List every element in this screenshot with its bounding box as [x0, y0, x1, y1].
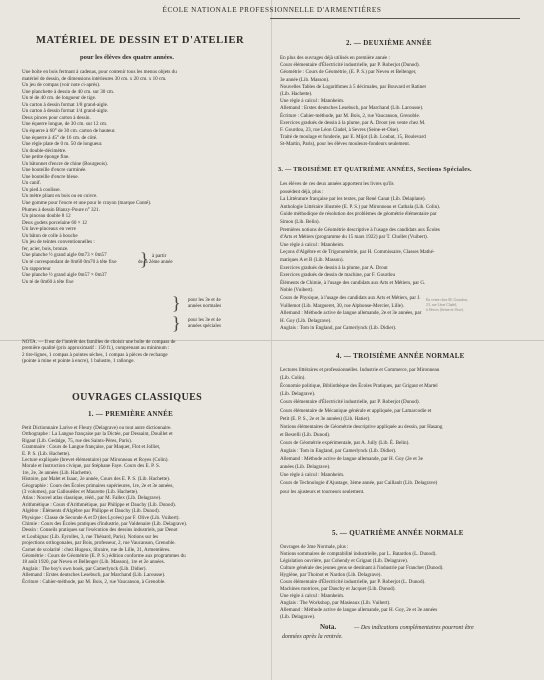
book-item: et Besrelli (Lib. Dunod). — [280, 431, 331, 438]
material-item: Un double-décimètre. — [22, 147, 67, 154]
book-item: Les élèves de ces deux années apportent les livres qu'ils — [280, 181, 394, 187]
brace-2-line-1: pour les 3e et 4e — [188, 298, 221, 303]
book-item: Cours élémentaire d'Électricité industrielle, par P. Roberjot (Dunod). — [280, 62, 420, 69]
books-title: OUVRAGES CLASSIQUES — [72, 392, 203, 403]
book-item: Une règle à calcul : Mannheim. — [280, 472, 345, 479]
book-item: Premières notions de Géométrie descriptive à l'usage des candidats aux Écoles — [280, 226, 440, 233]
book-item: Petit (E. P. S., 2e et 3e années) (Lib. Hatier). — [280, 415, 371, 422]
book-item: H. Goy (Lib. Delagrave). — [280, 317, 332, 324]
book-item: projections orthogonales, par Bois, professeur, 2, rue Vaucanson, Grenoble. — [22, 540, 176, 547]
stamp-line-3: à Sèvres (Seine-et-Oise). — [426, 308, 464, 312]
note-line: première qualité (prix approximatif : 150 fr.), comprenant au minimum : — [22, 345, 170, 352]
book-item: Orthographe : La Langue française par la Dictée, par Dessaint, Douillet et — [22, 431, 173, 438]
book-item: Exercices gradués de dessin à la plume, par A. Droot (en vente chez M. — [280, 119, 426, 126]
material-item: Une équerre à 45° de 16 cm. de côté. — [22, 134, 98, 141]
material-item: Une planche ½ grand aigle 0m73 × 0m57 — [22, 252, 107, 259]
material-title: MATÉRIEL DE DESSIN ET D'ATELIER — [36, 35, 245, 46]
book-item: Carnet de scolarité : chez Hugeux, libraire, rue de Lille, 31, Armentières. — [22, 546, 171, 553]
material-item: Un lave-pinceaux en verre — [22, 226, 76, 233]
book-item: Traité de moulage et fonderie, par E. Mijot (Lib. Loubat, 15, Boulevard — [280, 134, 426, 141]
material-item: Un bâtonnet d'encre de chine (Bourgeois). — [22, 160, 108, 167]
material-item: Un canif. — [22, 180, 41, 187]
book-item: Machines motrices, par Dauchy et Jacquet (Lib. Dunod). — [280, 586, 396, 592]
material-item: Un pied à coulisse. — [22, 186, 61, 193]
book-item: Histoire, par Malet et Isaac, 2e année, Cours des E. P. S. (Lib. Hachette). — [22, 476, 171, 483]
material-item: Un carton à dessin format 1/8 grand-aigle. — [22, 101, 109, 108]
brace-3-line-2: années spéciales — [188, 324, 221, 329]
brace-1-line-1: à partir — [152, 254, 167, 259]
book-item: Notions sommaires de comptabilité industrielle, par L. Batardon (L. Dunod). — [280, 551, 437, 557]
material-item: Une règle plate de 0 m. 50 de longueur. — [22, 141, 103, 148]
book-item: Dessin : Conseils pratiques sur l'exécution des dessins industriels, par Denot — [22, 527, 178, 534]
book-item: Arithmétique : Cours d'Arithmétique, par Philippe et Dauchy (Lib. Dunod). — [22, 501, 176, 508]
book-item: 1re, 2e, 3e années (Lib. Hachette). — [22, 469, 93, 476]
book-item: Hygiène, par Thoinot et Nardon (Lib. Delagrave). — [280, 572, 382, 578]
fold-line-vertical — [271, 0, 272, 680]
book-item: Cours de Géométrie expérimentale, par A. Jully (Lib. É. Belin). — [280, 439, 410, 446]
book-item: Exercices gradués de dessin à la plume, par A. Drout — [280, 264, 388, 271]
material-item: Une bouteille d'encre carminée. — [22, 167, 87, 174]
material-item: Un pinceau double 8 12 — [22, 213, 71, 220]
book-item: possèdent déjà, plus : — [280, 188, 324, 195]
book-item: Écriture : Cahier-méthode, par M. Bois, 2, rue Vaucanson, à Grenoble. — [22, 578, 166, 585]
material-item: Une planche ½ grand aigle 0m57 × 0m37 — [22, 272, 107, 279]
book-item: Noble (Vuibert). — [280, 287, 314, 294]
book-item: (Lib. Hachette). — [280, 91, 313, 97]
material-item: matériel de dessin, de dimensions intérieures 30 cm. x 20 cm. x 10 cm. — [22, 75, 167, 82]
book-item: Allemand : Erstes deutsches Lesebuch, par Marchand (Lib. Larousse). — [22, 572, 166, 579]
book-item: Morale et Instruction civique, par Stéphane Faye. Cours des E. P. S. — [22, 463, 161, 470]
material-item: Deux godets porcelaine 60 × 12 — [22, 219, 87, 226]
material-item: Un té de 40 cm. de longueur de tige. — [22, 95, 97, 102]
book-item: Cours de Technologie d'Ajustage, 3ème année, par Caillault (Lib. Delagrave) — [280, 480, 438, 487]
book-item: (3 volumes), par Gallouédec et Maurette (Lib. Hachette). — [22, 489, 139, 495]
book-item: Allemand : Méthode active de langue allemande, par H. Goy, 2e et 3e années — [280, 607, 438, 613]
book-item: Petit Dictionnaire Larive et Fleury (Delagrave) ou tout autre dictionnaire. — [22, 425, 172, 431]
book-item: Allemand : Méthode active de langue allemande, par H. Goy (2e et 3e — [280, 456, 423, 463]
book-item: Guide méthodique de résolution des problèmes de géométrie élémentaire par — [280, 211, 437, 218]
material-item: Un jeu de teintes conventionnelles : — [22, 239, 95, 246]
material-item: fer, acier, bois, bronze. — [22, 245, 69, 252]
note-line: (pointe à mine et pointe à encre), 1 balustre, 1 rallonge. — [22, 357, 135, 364]
book-item: Anglais : The boy's own book, par Camerlynck (Lib. Didier). — [22, 565, 147, 572]
book-item: Une règle à calcul : Mannheim. — [280, 98, 345, 105]
book-item: Géométrie : Cours de Géométrie (E. P. S.) édition conforme aux programmes du — [22, 553, 186, 559]
material-item: Un té correspondant de 0m60 0m70 à tête fixe — [22, 258, 117, 265]
book-item: Cours élémentaire d'Électricité industrielle, par P. Roberjot (Dunod). — [280, 399, 420, 406]
book-item: Cours de Physique, à l'usage des candidats aux Arts et Métiers, par J. — [280, 295, 421, 301]
note-line: 2 tire-lignes, 1 compas à pointes sèches, 1 compas à pièces de rechange — [22, 351, 168, 358]
book-item: Allemand : Méthode active de langue allemande, 2e et 3e années, par — [280, 310, 422, 317]
book-item: (Lib. Colin). — [280, 375, 306, 382]
book-item: Grammaire : Cours de Langue française, par Maquet, Flot et Jolliet, — [22, 444, 161, 451]
book-item: Allemand : Erstes deutsches Lesebuch, par Marchand (Lib. Larousse). — [280, 105, 424, 112]
book-item: En plus des ouvrages déjà utilisés en première année : — [280, 55, 390, 61]
book-item: Simon (Lib. Belin). — [280, 219, 320, 225]
material-item: Une bouteille d'encre bleue. — [22, 173, 79, 180]
school-header: ÉCOLE NATIONALE PROFESSIONNELLE D'ARMENTIÈRES — [162, 6, 382, 14]
book-item: Notions élémentaires de Géométrie descriptive appliquée au dessin, par Hasang — [280, 423, 443, 430]
year3-title: 3. — TROISIÈME ET QUATRIÈME ANNÉES, Sections Spéciales. — [278, 166, 472, 173]
year4-title: 4. — TROISIÈME ANNÉE NORMALE — [336, 352, 465, 360]
book-item: Nouvelles Tables de Logarithmes à 5 décimales, par Bouvard et Ratinet — [280, 83, 426, 90]
book-item: Physique : Classe de Seconde A et D (des Lycées) par F. Olive (Lib. Vuibert). — [22, 514, 180, 521]
book-item: Législation ouvrière, par Cohendy et Grigaut (Lib. Delagrave). — [280, 558, 409, 564]
note-line: NOTA. — Il est de l'intérêt des familles de choisir une boîte de compass de — [22, 339, 176, 345]
nota-text-1: — Des indications complémentaires pourront être — [354, 625, 474, 631]
book-item: Leçons d'Algèbre et de Trigonométrie, par H. Commissaire, Classes Mathé- — [280, 249, 435, 256]
book-item: (Lib. Delagrave). — [280, 391, 316, 398]
material-item: Un té de 0m60 à tête fixe — [22, 278, 74, 285]
book-item: Exercices gradués de dessin de machine, par F. Gourdou — [280, 272, 396, 279]
book-item: pour les ajusteurs et tourneurs seulement. — [280, 488, 365, 495]
material-item: Une boîte en bois fermant à cadenas, pour contenir tous les menus objets du — [22, 69, 177, 75]
book-item: Écriture : Cahier-méthode, par M. Bois, 2, rue Vaucanson, Grenoble. — [280, 112, 420, 119]
book-item: La Littérature française par les textes, par René Canat (Lib. Delaplane). — [280, 196, 426, 203]
book-item: 18 août 1920, par Neveu et Bellenger (Lib. Masson), 1re et 2e années. — [22, 559, 165, 566]
year5-title: 5. — QUATRIÈME ANNÉE NORMALE — [332, 529, 464, 537]
material-item: Plumes à dessin Blanzy-Poure n° 321. — [22, 206, 100, 213]
book-item: Économie politique, Bibliothèque des Écoles Pratiques, par Grigaut et Martel — [280, 383, 438, 390]
book-item: Anthologie Littéraire illustrée (E. P. S.) par Mironneau et Cathala (Lib. Colin). — [280, 203, 441, 210]
brace-3-line-1: pour les 3e et 4e — [188, 318, 221, 323]
book-item: Anglais : Tom in England, par Camerlynck (Lib. Didier). — [280, 325, 397, 332]
book-item: Chimie : Cours des Écoles pratiques d'industrie, par Valdenaire (Lib. Delagrave). — [22, 521, 188, 527]
book-item: et Loubignac (Lib. Eyrolles, 3, rue Thénard, Paris). Notions sur les — [22, 533, 159, 540]
book-item: Vuillemot (Lib. Margueret, 30, rue Alphonse-Mercier, Lille). — [280, 302, 405, 309]
nota-text-2: données après la rentrée. — [282, 634, 343, 640]
material-item: Deux pinces pour carton à dessin. — [22, 114, 91, 121]
book-item: Lectures littéraires et professionnelles. Industrie et Commerce, par Mironneau — [280, 367, 440, 373]
material-item: Un rapporteur — [22, 265, 51, 272]
book-item: Atlas : Nouvel atlas classique, rééd., par M. Fallex (Lib. Delagrave). — [22, 495, 162, 502]
material-item: Un bâton de colle à bouche — [22, 232, 78, 239]
book-item: E. P. S. (Lib. Hachette). — [22, 450, 71, 457]
book-item: Lecture expliquée (brevet élémentaire) par Mironneau et Royes (Colin). — [22, 457, 169, 463]
brace-3: } — [172, 313, 181, 333]
book-item: d'Arts et Métiers (programme du 15 mars 1922) par T. Chollet (Vuibert). — [280, 234, 428, 241]
book-item: Une règle à calcul : Mannheim. — [280, 241, 345, 248]
brace-2-line-2: années normales — [188, 304, 222, 309]
material-item: Un équerre à 60° de 30 cm. carton de hauteur. — [22, 127, 116, 134]
material-item: Une petite éponge fine. — [22, 154, 70, 161]
book-item: matiques A et B (Lib. Masson). — [280, 257, 344, 263]
year2-title: 2. — DEUXIÈME ANNÉE — [346, 39, 432, 47]
book-item: Éléments de Chimie, à l'usage des candidats aux Arts et Métiers, par G. — [280, 279, 426, 286]
book-item: Anglais : The Workshop, par Masieaux (Lib. Vuibert). — [280, 600, 391, 606]
book-item: Cours élémentaire de Mécanique générale et appliquée, par Lamarcodie et — [280, 407, 432, 414]
nota-label: Nota. — [320, 623, 337, 631]
brace-1-line-2: de la 2ème année — [138, 260, 173, 265]
book-item: Ouvrages de 3me Normale, plus : — [280, 544, 349, 550]
book-item: Une règle à calcul : Mannheim. — [280, 593, 345, 599]
book-item: Anglais : Tom in England, par Camerlynck (Lib. Didier). — [280, 448, 397, 454]
book-item: années (Lib. Delagrave). — [280, 464, 331, 471]
year1-title: 1. — PREMIÈRE ANNÉE — [88, 410, 174, 418]
book-item: (Lib. Delagrave). — [280, 614, 316, 620]
book-item: Culture générale des jeunes gens se destinant à l'industrie par Franchet (Dunod). — [280, 565, 444, 571]
book-item: Algèbre : Éléments d'Algèbre par Philippe et Dauchy (Lib. Dunod). — [22, 508, 160, 515]
book-item: Cours élémentaire d'Électricité industrielle, par P. Roberjot (L. Dunod). — [280, 579, 426, 585]
brace-1: } — [140, 249, 149, 269]
book-item: Géométrie : Cours de Géométrie, (E. P. S.) par Neveu et Bellenger, — [280, 69, 417, 76]
material-item: Une équerre longue, de 30 cm. sur 12 cm. — [22, 121, 108, 128]
material-item: Un mètre pliant en bois ou en cuivre. — [22, 193, 98, 200]
stamp-line-2: 23, rue Léon Cladel, — [426, 303, 458, 307]
material-item: Un carton à dessin format 1/4 grand-aigle. — [22, 108, 109, 115]
material-item: Une planchette à dessin de 40 cm. sur 30 cm. — [22, 88, 115, 95]
book-item: F. Gourdou, 23, rue Léon Cladel, à Sevres (Seine-et-Oise). — [280, 127, 400, 133]
material-item: Une gomme pour l'encre et une pour le crayon (marque Conté). — [22, 200, 152, 206]
book-item: Rigaut (Lib. Gedalge, 75, rue des Saints-Pères, Paris). — [22, 437, 133, 444]
header-rule — [270, 18, 520, 19]
book-item: St-Martin, Paris), pour les élèves mouleurs-fondeurs seulement. — [280, 141, 411, 148]
book-item: 3e année (Lib. Masson). — [280, 76, 330, 83]
material-subtitle: pour les élèves des quatre années. — [80, 54, 174, 61]
material-item: Un jeu de compas (voir note ci-après). — [22, 82, 101, 89]
brace-2: } — [172, 293, 181, 313]
stamp-line-1: En vente chez M. Gourdou, — [426, 298, 468, 302]
book-item: Géographie : Cours des Écoles primaires supérieures, 1re, 2e et 3e années, — [22, 482, 174, 489]
